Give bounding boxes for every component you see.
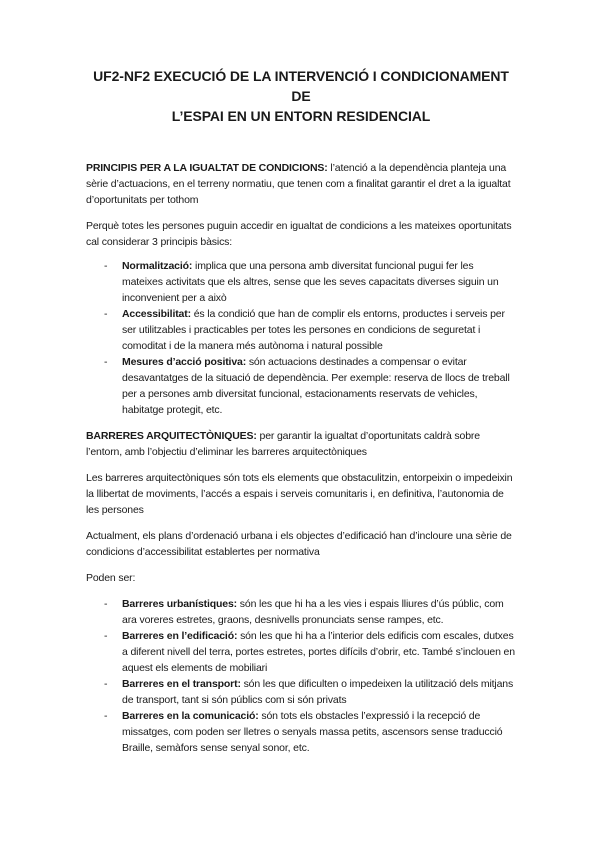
list-item-term: Barreres en la comunicació: — [122, 710, 259, 722]
dash-bullet: - — [104, 678, 108, 690]
list-item-term: Barreres en el transport: — [122, 678, 241, 690]
principis-paragraph — [86, 160, 516, 208]
list-item — [86, 306, 516, 354]
list-item-text: són tots els obstacles l’expressió i la recepció de missatges, com poden ser lletres o senyals massa petits, ascensors sense traducció Braille, semàfors sense senyal sonor, etc. — [122, 710, 503, 754]
actualment-paragraph: Actualment, els plans d’ordenació urbana i els objectes d’edificació han d’incloure una sèrie de condicions d’accessibilitat establertes per normativa — [86, 530, 512, 558]
list-item — [86, 596, 516, 628]
principis-text: l’atenció a la dependència planteja una sèrie d’actuacions, en el terreny normatiu, que tenen com a finalitat garantir el dret a la igualtat d’oportunitats per tothom — [86, 162, 511, 206]
barreres-heading: BARRERES ARQUITECTÒNIQUES: — [86, 430, 257, 442]
list-item — [86, 676, 516, 708]
list-item — [86, 628, 516, 676]
dash-bullet: - — [104, 710, 108, 722]
dash-bullet: - — [104, 356, 108, 368]
list-item-text: són les que hi ha a les vies i espais lliures d’ús públic, com ara voreres estretes, graons, desnivells pronunciats sense rampes, etc. — [122, 598, 504, 626]
document-title — [86, 66, 516, 126]
barreres-definition-paragraph: Les barreres arquitectòniques són tots els elements que obstaculitzin, entorpeixin o impedeixin la llibertat de moviments, l’accés a espais i serveis comunitaris i, en definitiva, l’autonomia de les persones — [86, 472, 513, 516]
dash-bullet: - — [104, 630, 108, 642]
list-item — [86, 354, 516, 418]
barreres-text: per garantir la igualtat d’oportunitats caldrà sobre l’entorn, amb l’objectiu d’eliminar les barreres arquitectòniques — [86, 430, 480, 458]
list-item-term: Mesures d’acció positiva: — [122, 356, 247, 368]
list-item-term: Barreres en l’edificació: — [122, 630, 238, 642]
list-item-text: són actuacions destinades a compensar o evitar desavantatges de la situació de dependència. Per exemple: reserva de llocs de treball per a persones amb diversitat funcional, estacionaments reservats de vehicles, habitatge protegit, etc. — [122, 356, 510, 416]
principis-heading: PRINCIPIS PER A LA IGUALTAT DE CONDICIONS: — [86, 162, 328, 174]
list-item — [86, 258, 516, 306]
principis-list — [86, 258, 516, 418]
list-item — [86, 708, 516, 756]
dash-bullet: - — [104, 598, 108, 610]
dash-bullet: - — [104, 308, 108, 320]
list-item-text: són les que dificulten o impedeixen la utilització dels mitjans de transport, tant si són públics com si són privats — [122, 678, 514, 706]
list-item-term: Barreres urbanístiques: — [122, 598, 238, 610]
barreres-paragraph — [86, 428, 516, 460]
poden-ser-paragraph: Poden ser: — [86, 572, 136, 584]
document-page — [86, 66, 516, 756]
title-line-2: L’ESPAI EN UN ENTORN RESIDENCIAL — [171, 108, 431, 124]
list-item-term: Accessibilitat: — [122, 308, 191, 320]
list-item-text: implica que una persona amb diversitat funcional pugui fer les mateixes activitats que els altres, sense que les seves capacitats diverses siguin un inconvenient per a això — [122, 260, 499, 304]
list-item-text: són les que hi ha a l’interior dels edificis com escales, dutxes a diferent nivell del terra, portes estretes, portes difícils d’obrir, etc. També s’inclouen en aquest els elements de mobiliari — [122, 630, 515, 674]
intro-principis-paragraph: Perquè totes les persones puguin accedir en igualtat de condicions a les mateixes oportunitats cal considerar 3 principis bàsics: — [86, 220, 512, 248]
dash-bullet: - — [104, 260, 108, 272]
list-item-term: Normalització: — [122, 260, 193, 272]
list-item-text: és la condició que han de complir els entorns, productes i serveis per ser utilitzables i practicables per totes les persones en condicions de seguretat i comoditat i de la manera més autònoma i natural possible — [122, 308, 505, 352]
barreres-list — [86, 596, 516, 756]
title-line-1: UF2-NF2 EXECUCIÓ DE LA INTERVENCIÓ I CONDICIONAMENT DE — [93, 68, 509, 104]
